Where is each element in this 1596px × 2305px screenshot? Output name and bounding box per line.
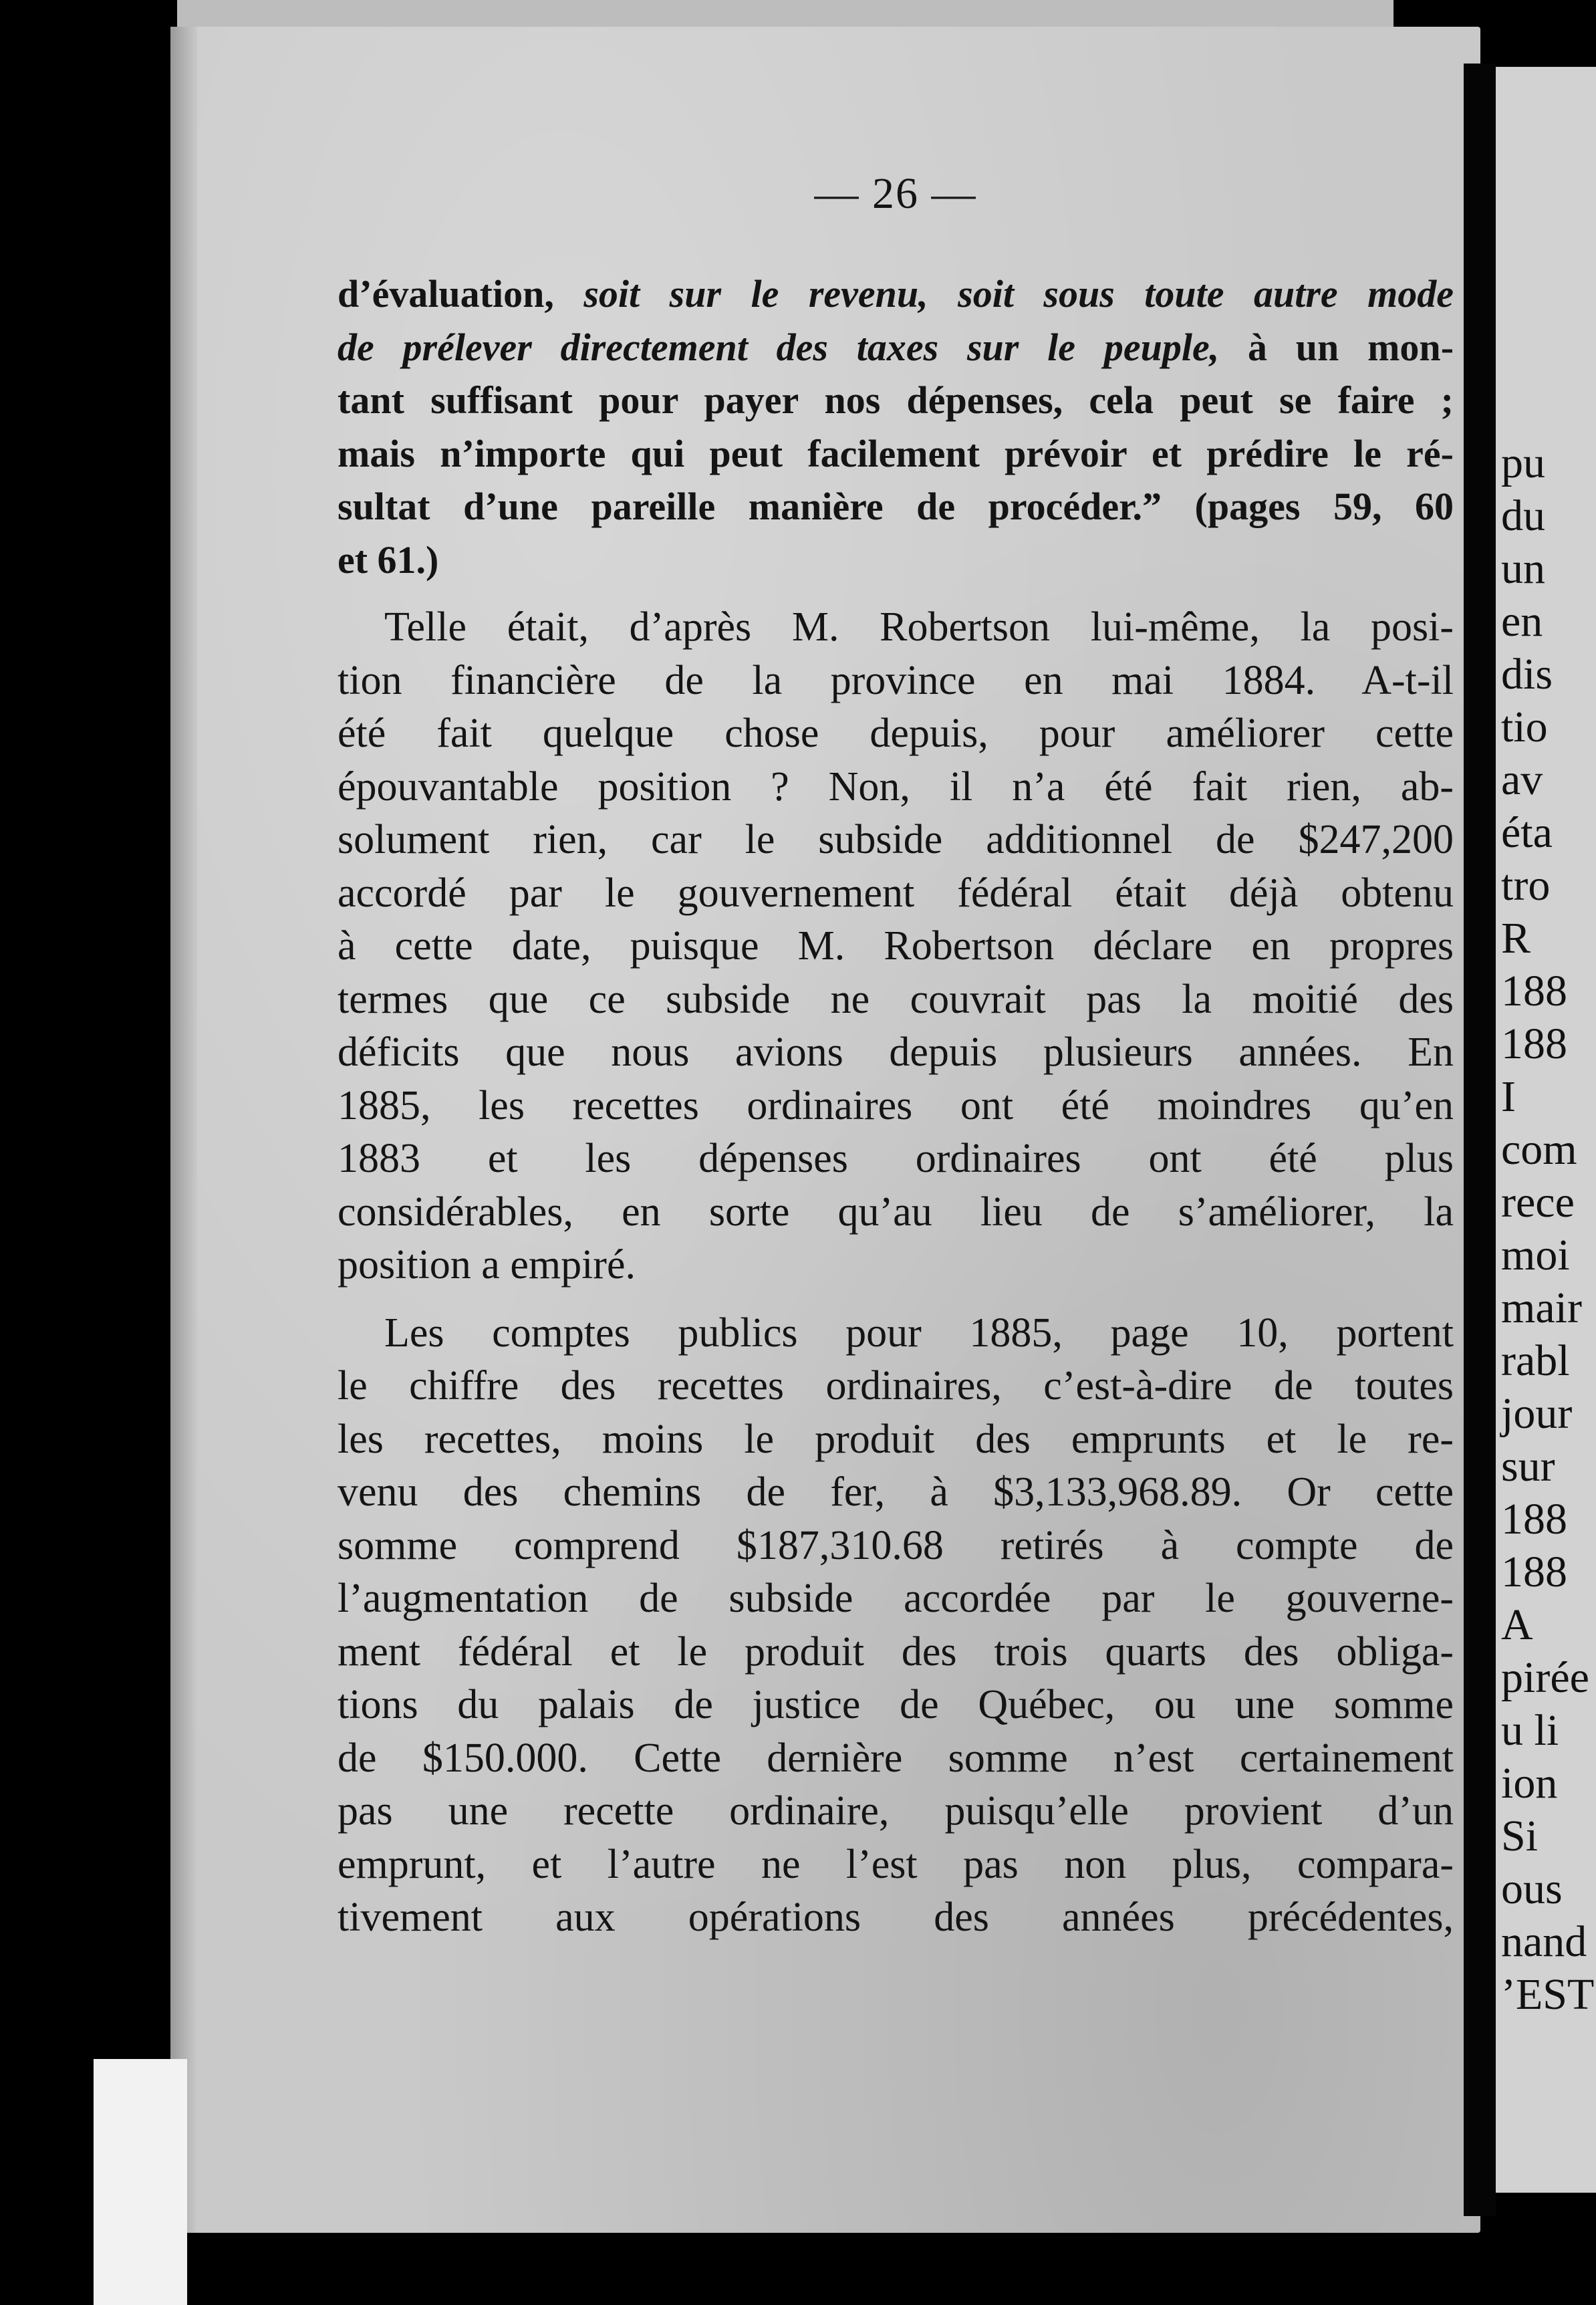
page-number: — 26 —	[814, 169, 977, 218]
facing-page-fragment: 188	[1501, 1548, 1567, 1596]
text-line: d’évaluation, soit sur le revenu, soit sous toute autre mode	[338, 272, 1454, 316]
facing-page-fragment: un	[1501, 544, 1545, 593]
page-text	[338, 167, 1454, 1945]
text-line: à cette date, puisque M. Robertson déclare en propres	[338, 923, 1454, 969]
page-left-edge	[170, 27, 197, 2233]
facing-page	[1496, 67, 1596, 2193]
facing-page-fragment: rabl	[1501, 1336, 1570, 1385]
paper-corner	[94, 2059, 187, 2305]
text-line: mais n’importe qui peut facilement prévoir et prédire le ré-	[338, 431, 1454, 475]
text-line: tant suffisant pour payer nos dépenses, cela peut se faire ;	[338, 378, 1454, 422]
facing-page-fragment: du	[1501, 491, 1545, 540]
facing-page-fragment: tio	[1501, 703, 1548, 751]
facing-page-fragment: jour	[1501, 1389, 1573, 1438]
facing-page-fragment: ous	[1501, 1864, 1563, 1913]
text-line: tions du palais de justice de Québec, ou une somme	[338, 1682, 1454, 1727]
text-line: termes que ce subside ne couvrait pas la moitié des	[338, 976, 1454, 1022]
text-line: le chiffre des recettes ordinaires, c’est-à-dire de toutes	[338, 1363, 1454, 1409]
text-line: Les comptes publics pour 1885, page 10, portent	[384, 1310, 1454, 1356]
facing-page-fragment: I	[1501, 1072, 1516, 1121]
quotation-paragraph	[338, 267, 1454, 586]
text-line: accordé par le gouvernement fédéral était déjà obtenu	[338, 870, 1454, 916]
text-line: épouvantable position ? Non, il n’a été fait rien, ab-	[338, 763, 1454, 810]
text-line: pas une recette ordinaire, puisqu’elle provient d’un	[338, 1788, 1454, 1834]
text-line: tion financière de la province en mai 1884. A-t-il	[338, 657, 1454, 703]
text-line: 1883 et les dépenses ordinaires ont été plus	[338, 1136, 1454, 1181]
facing-page-fragment: moi	[1501, 1231, 1570, 1280]
facing-page-fragment: mair	[1501, 1284, 1582, 1332]
text-line: considérables, en sorte qu’au lieu de s’améliorer, la	[338, 1189, 1454, 1235]
text-line: position a empiré.	[338, 1242, 636, 1288]
facing-page-fragment: ion	[1501, 1759, 1558, 1808]
body-paragraph	[338, 601, 1454, 1292]
facing-page-fragment: éta	[1501, 808, 1553, 857]
facing-page-fragment: sur	[1501, 1442, 1555, 1491]
facing-page-fragment: pu	[1501, 439, 1545, 487]
body-paragraph	[338, 1307, 1454, 1945]
facing-page-fragment: u li	[1501, 1706, 1559, 1755]
facing-page-fragment: 188	[1501, 1495, 1567, 1544]
text-line: sultat d’une pareille manière de procéder.” (pages 59, 60	[338, 485, 1454, 528]
facing-page-fragment: nand	[1501, 1917, 1587, 1966]
text-line: solument rien, car le subside additionnel de $247,200	[338, 817, 1454, 862]
text-line: l’augmentation de subside accordée par le gouverne-	[338, 1576, 1454, 1621]
facing-page-fragment: R	[1501, 914, 1531, 963]
text-line: ment fédéral et le produit des trois quarts des obliga-	[338, 1628, 1454, 1675]
text-line: tivement aux opérations des années précédentes,	[338, 1895, 1454, 1940]
facing-page-fragment: com	[1501, 1125, 1577, 1174]
text-line: 1885, les recettes ordinaires ont été moindres qu’en	[338, 1082, 1454, 1128]
text-line: Telle était, d’après M. Robertson lui-même, la posi-	[384, 604, 1454, 650]
text-line: emprunt, et l’autre ne l’est pas non plus, compara-	[338, 1841, 1454, 1887]
text-line: de prélever directement des taxes sur le peuple, à un mon-	[338, 325, 1454, 369]
facing-page-fragment: pirée	[1501, 1653, 1589, 1702]
facing-page-fragment: 188	[1501, 967, 1567, 1015]
facing-page-fragment: 188	[1501, 1019, 1567, 1068]
text-line: et 61.)	[338, 537, 439, 582]
facing-page-fragment: Si	[1501, 1812, 1539, 1860]
text-line: déficits que nous avions depuis plusieurs années. En	[338, 1029, 1454, 1075]
left-scan-margin	[0, 0, 177, 2305]
facing-page-fragment: ’EST	[1501, 1970, 1595, 2019]
facing-page-fragment: dis	[1501, 650, 1553, 699]
text-line: somme comprend $187,310.68 retirés à compte de	[338, 1522, 1454, 1568]
facing-page-fragment: A	[1501, 1600, 1533, 1649]
facing-page-fragment: av	[1501, 755, 1543, 804]
text-line: les recettes, moins le produit des emprunts et le re-	[338, 1416, 1454, 1462]
text-line: de $150.000. Cette dernière somme n’est certainement	[338, 1735, 1454, 1781]
text-line: été fait quelque chose depuis, pour améliorer cette	[338, 711, 1454, 756]
book-spine	[1464, 64, 1496, 2216]
facing-page-fragment: en	[1501, 597, 1543, 646]
facing-page-fragment: rece	[1501, 1178, 1575, 1227]
text-line: venu des chemins de fer, à $3,133,968.89. Or cette	[338, 1469, 1454, 1515]
facing-page-fragment: tro	[1501, 861, 1551, 910]
